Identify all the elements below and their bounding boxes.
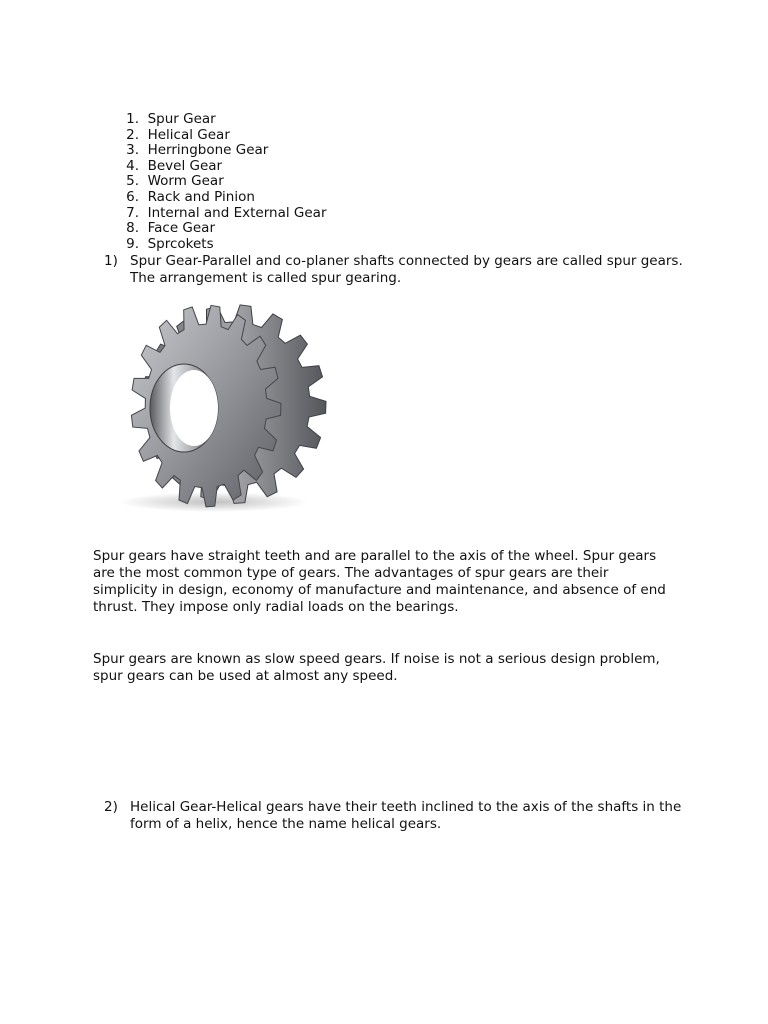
- list-item: 7. Internal and External Gear: [126, 204, 327, 221]
- list-item: 4. Bevel Gear: [126, 157, 223, 174]
- section-text: Helical Gear-Helical gears have their teeth inclined to the axis of the shafts in the form of a helix, hence the name helical gears.: [130, 799, 682, 832]
- list-item-label: Face Gear: [147, 220, 216, 237]
- list-item-label: Bevel Gear: [147, 157, 223, 174]
- section-number: 2): [104, 799, 118, 815]
- list-item-label: Spur Gear: [147, 111, 216, 127]
- section-spur-gear: [104, 253, 684, 287]
- list-item: 1. Spur Gear: [126, 111, 216, 127]
- gear-bore-hole: [170, 370, 218, 446]
- paragraph-spur-gear-speed: Spur gears are known as slow speed gears. If noise is not a serious design problem, spur gears can be used at almost any speed.: [93, 651, 660, 684]
- list-item-label: Rack and Pinion: [147, 188, 255, 205]
- list-item-label: Worm Gear: [147, 173, 224, 190]
- gear-types-list: [112, 112, 327, 252]
- list-item: 8. Face Gear: [126, 220, 216, 237]
- list-item: 5. Worm Gear: [126, 173, 224, 190]
- list-item-label: Internal and External Gear: [147, 204, 327, 221]
- list-item-label: Herringbone Gear: [147, 142, 269, 159]
- spur-gear-image: [96, 296, 328, 516]
- section-number: 1): [104, 253, 118, 269]
- list-item-label: Helical Gear: [147, 126, 230, 143]
- list-item: 2. Helical Gear: [126, 126, 230, 143]
- list-item: 3. Herringbone Gear: [126, 142, 269, 159]
- section-helical-gear: [104, 799, 684, 833]
- list-item-label: Sprcokets: [147, 235, 214, 252]
- section-text: Spur Gear-Parallel and co-planer shafts connected by gears are called spur gears. The arrangement is called spur gearing.: [130, 253, 683, 286]
- list-item: 9. Sprcokets: [126, 235, 214, 252]
- list-item: 6. Rack and Pinion: [126, 188, 255, 205]
- paragraph-spur-gear-description: Spur gears have straight teeth and are parallel to the axis of the wheel. Spur gears are the most common type of gears. The advantages of spur gears are their simplicity in design, economy of manufacture and maintenance, and absence of end thrust. They impose only radial loads on the bearings.: [93, 548, 666, 615]
